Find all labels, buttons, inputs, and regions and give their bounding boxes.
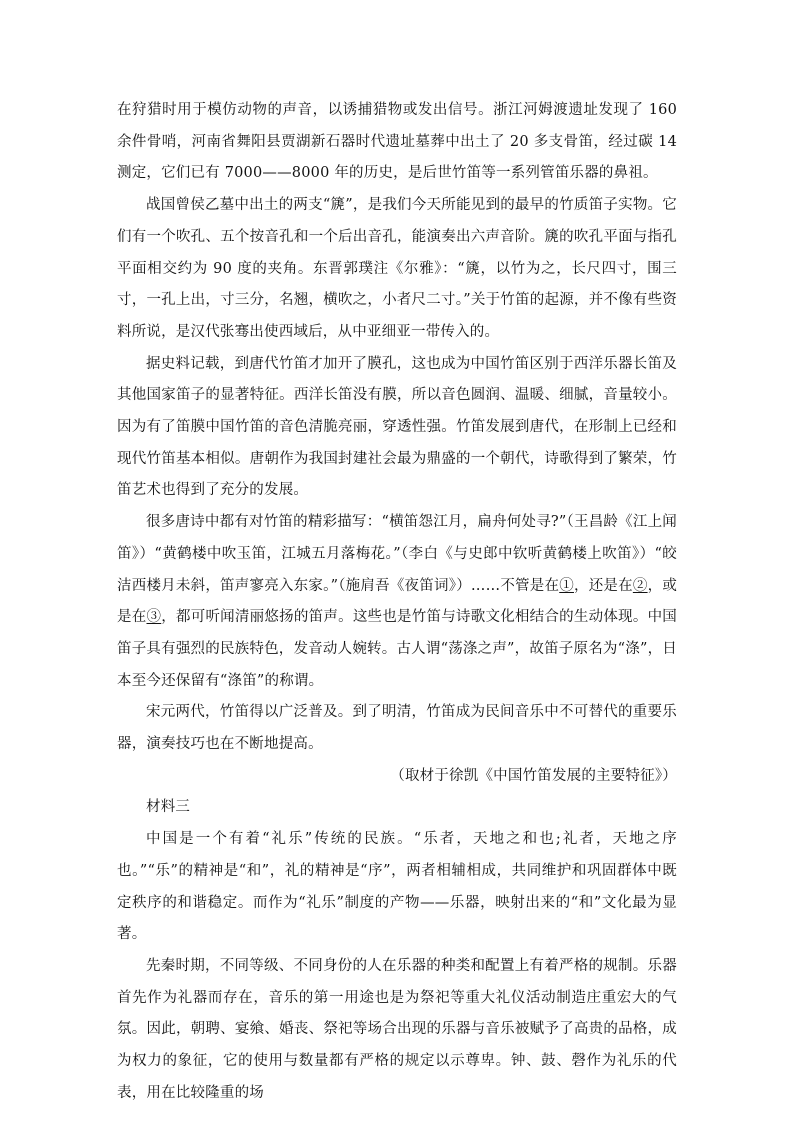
source-citation: （取材于徐凯《中国竹笛发展的主要特征》） xyxy=(390,767,677,784)
paragraph-chi-flute: 战国曾侯乙墓中出土的两支“篪”，是我们今天所能见到的最早的竹质笛子实物。它们有一个吹孔、五个按音孔和一个后出音孔，能演奏出六声音阶。篪的吹孔平面与指孔平面相交约为 90 度的夹角。东晋郭璞注《尔雅》：“篪，以竹为之，长尺四寸，围三寸，一孔上出，寸三分，名翘，横吹之，小者尺二寸。”关于竹笛的起源，并不像有些资料所说，是汉代张骞出使西域后，从中亚细亚一带传入的。 xyxy=(117,197,677,340)
poems-text-between-1: ，还是在 xyxy=(573,577,633,594)
paragraph-tang-poems xyxy=(117,507,677,697)
section-title: 材料三 xyxy=(146,799,191,816)
poems-text-before: 很多唐诗中都有对竹笛的精彩描写：“横笛怨江月，扁舟何处寻?”（王昌龄《江上闻笛》）“黄鹤楼中吹玉笛，江城五月落梅花。”（李白《与史郎中钦听黄鹤楼上吹笛》）“皎洁西楼月未斜，笛声寥亮入东家。”（施肩吾《夜笛词》）……不管是在 xyxy=(117,514,677,594)
blank-1: ① xyxy=(559,577,574,594)
paragraph-bone-flutes: 在狩猎时用于模仿动物的声音，以诱捕猎物或发出信号。浙江河姆渡遗址发现了 160 余件骨哨，河南省舞阳县贾湖新石器时代遗址墓葬中出土了 20 多支骨笛，经过碳 14 测定，它们已有 7000——8000 年的历史，是后世竹笛等一系列管笛乐器的鼻祖。 xyxy=(117,102,677,182)
paragraph-tang-membrane: 据史料记载，到唐代竹笛才加开了膜孔，这也成为中国竹笛区别于西洋乐器长笛及其他国家笛子的显著特征。西洋长笛没有膜，所以音色圆润、温暖、细腻，音量较小。因为有了笛膜中国竹笛的音色清脆亮丽，穿透性强。竹笛发展到唐代，在形制上已经和现代竹笛基本相似。唐朝作为我国封建社会最为鼎盛的一个朝代，诗歌得到了繁荣，竹笛艺术也得到了充分的发展。 xyxy=(117,355,677,499)
poems-text-between-2: ，或是在 xyxy=(117,577,678,626)
poems-text-after: ，都可听闻清丽悠扬的笛声。这些也是竹笛与诗歌文化相结合的生动体现。中国笛子具有强烈的民族特色，发音动人婉转。古人谓“荡涤之声”，故笛子原名为“涤”，日本至今还保留有“涤笛”的称谓。 xyxy=(117,609,678,689)
paragraph-liyue: 中国是一个有着“礼乐”传统的民族。“乐者，天地之和也;礼者，天地之序也。”“乐”的精神是“和”，礼的精神是“序”，两者相辅相成，共同维护和巩固群体中既定秩序的和谐稳定。而作为“礼乐”制度的产物——乐器，映射出来的“和”文化最为显著。 xyxy=(117,831,677,943)
paragraph-pre-qin: 先秦时期，不同等级、不同身份的人在乐器的种类和配置上有着严格的规制。乐器首先作为礼器而存在，音乐的第一用途也是为祭祀等重大礼仪活动制造庄重宏大的气氛。因此，朝聘、宴飨、婚丧、祭祀等场合出现的乐器与音乐被赋予了高贵的品格，成为权力的象征，它的使用与数量都有严格的规定以示尊卑。钟、鼓、磬作为礼乐的代表，用在比较隆重的场 xyxy=(117,957,677,1101)
blank-2: ② xyxy=(632,577,648,594)
paragraph-song-yuan: 宋元两代，竹笛得以广泛普及。到了明清，竹笛成为民间音乐中不可替代的重要乐器，演奏技巧也在不断地提高。 xyxy=(117,704,677,753)
article-body xyxy=(117,95,677,1110)
blank-3: ③ xyxy=(146,609,162,626)
